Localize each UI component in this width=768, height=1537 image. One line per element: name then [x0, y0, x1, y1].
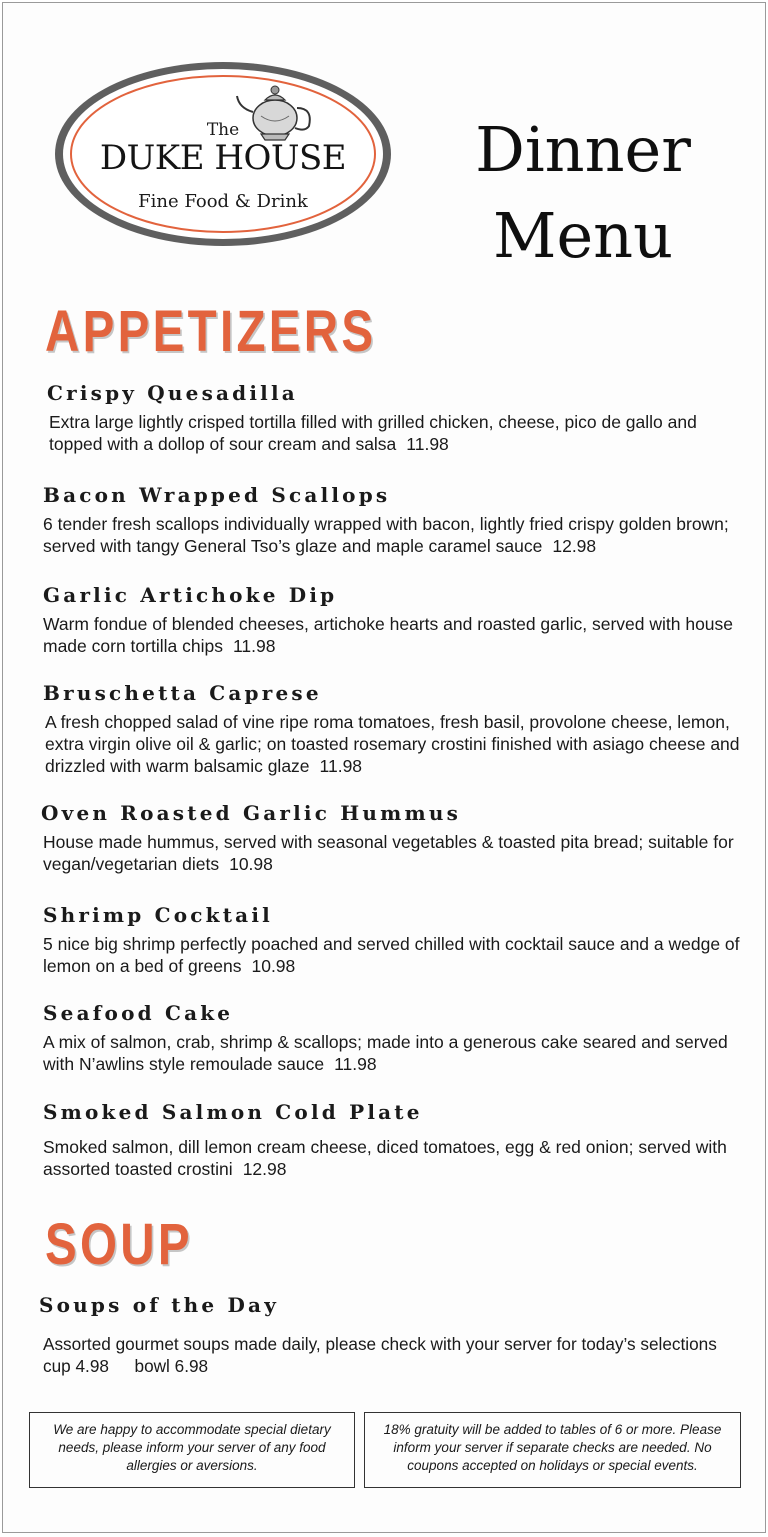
menu-item: [43, 801, 743, 875]
description-text: Smoked salmon, dill lemon cream cheese, diced tomatoes, egg & red onion; served with assorted toasted crostini: [43, 1137, 727, 1179]
page-title: [443, 107, 723, 279]
item-name: Smoked Salmon Cold Plate: [43, 1100, 423, 1124]
description-text: Assorted gourmet soups made daily, please check with your server for today’s selections: [43, 1334, 717, 1354]
item-price: 11.98: [319, 756, 363, 776]
dietary-note: We are happy to accommodate special dietary needs, please inform your server of any food allergies or aversions.: [29, 1412, 355, 1488]
item-description: [43, 831, 743, 875]
duke-house-logo: [51, 58, 395, 250]
menu-item: [43, 583, 743, 657]
description-text: Warm fondue of blended cheeses, artichoke hearts and roasted garlic, served with house made corn tortilla chips: [43, 614, 734, 656]
item-name: Oven Roasted Garlic Hummus: [41, 801, 462, 825]
item-name: Shrimp Cocktail: [43, 903, 273, 927]
cup-label: cup: [43, 1356, 71, 1376]
appetizers-heading: APPETIZERS: [45, 299, 377, 364]
item-price: 10.98: [251, 956, 296, 976]
description-text: 5 nice big shrimp perfectly poached and served chilled with cocktail sauce and a wedge of lemon on a bed of greens: [43, 934, 740, 976]
item-price: 11.98: [334, 1054, 377, 1074]
soup-prices: [43, 1355, 751, 1377]
item-description: [43, 933, 743, 977]
menu-item: [43, 903, 743, 977]
item-description: [43, 1136, 743, 1180]
item-price: 12.98: [242, 1159, 287, 1179]
logo-name: DUKE HOUSE: [99, 138, 347, 178]
item-price: 11.98: [406, 434, 449, 454]
description-text: A mix of salmon, crab, shrimp & scallops; made into a generous cake seared and served with N’awlins style remoulade sauce: [43, 1032, 728, 1074]
item-price: 11.98: [232, 636, 276, 656]
menu-item: [43, 681, 743, 777]
soup-heading: SOUP: [45, 1212, 193, 1277]
menu-item: [43, 483, 743, 557]
menu-item: [43, 1100, 743, 1180]
item-description: [43, 1031, 743, 1075]
item-name: Bacon Wrapped Scallops: [43, 483, 391, 507]
description-text: House made hummus, served with seasonal vegetables & toasted pita bread; suitable for vegan/vegetarian diets: [43, 832, 734, 874]
description-text: 6 tender fresh scallops individually wrapped with bacon, lightly fried crispy golden brown; served with tangy General Tso’s glaze and maple caramel sauce: [43, 514, 729, 556]
description-text: A fresh chopped salad of vine ripe roma tomatoes, fresh basil, provolone cheese, lemon, extra virgin olive oil & garlic; on toasted rosemary crostini finished with asiago cheese and drizzled with warm balsamic glaze: [45, 712, 740, 776]
item-name: Seafood Cake: [43, 1001, 234, 1025]
menu-page: [2, 2, 766, 1533]
menu-item: [43, 1001, 743, 1075]
gratuity-note: 18% gratuity will be added to tables of 6 or more. Please inform your server if separate checks are needed. No coupons accepted on holidays or special events.: [364, 1412, 741, 1488]
menu-item: [39, 1293, 751, 1377]
item-description: [49, 411, 743, 455]
item-name: Crispy Quesadilla: [47, 381, 298, 405]
item-description: [43, 1333, 751, 1377]
item-name: Soups of the Day: [39, 1293, 280, 1317]
description-text: Extra large lightly crisped tortilla filled with grilled chicken, cheese, pico de gallo and topped with a dollop of sour cream and salsa: [49, 412, 697, 454]
logo-tagline: Fine Food & Drink: [138, 191, 308, 212]
item-description: [45, 711, 743, 777]
bowl-label: bowl: [134, 1356, 170, 1376]
item-name: Garlic Artichoke Dip: [43, 583, 338, 607]
title-line-2: Menu: [492, 199, 674, 272]
item-description: [43, 613, 743, 657]
menu-item: [43, 381, 743, 455]
item-description: [43, 513, 743, 557]
item-name: Bruschetta Caprese: [43, 681, 322, 705]
bowl-price: 6.98: [174, 1356, 209, 1376]
item-price: 10.98: [229, 854, 273, 874]
logo-the: The: [206, 120, 240, 140]
item-price: 12.98: [552, 536, 597, 556]
title-line-1: Dinner: [475, 113, 691, 186]
cup-price: 4.98: [75, 1356, 109, 1376]
